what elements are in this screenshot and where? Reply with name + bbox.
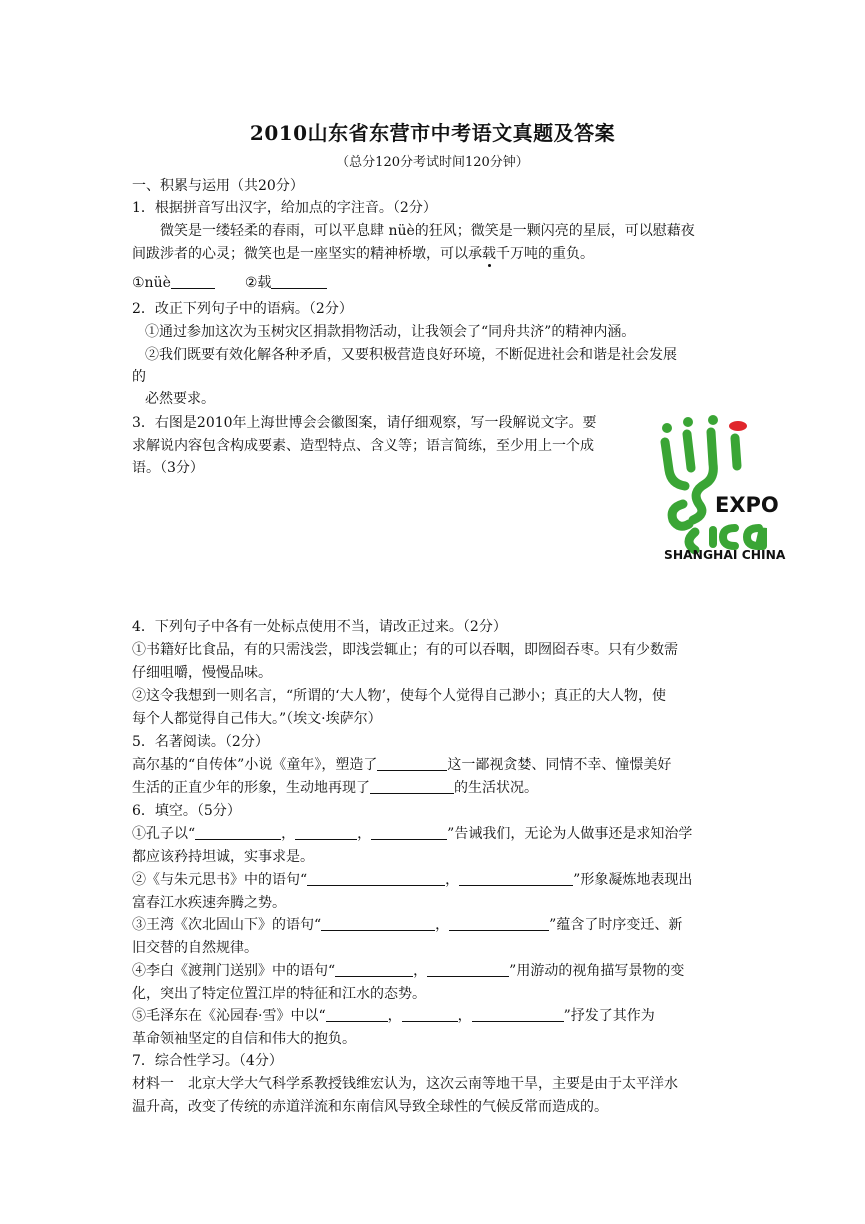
q6-item1-cont: 都应该矜持坦诚，实事求是。 [132, 849, 314, 865]
answer-blank[interactable] [377, 756, 447, 771]
q6-item5-cont: 革命领袖坚定的自信和伟大的抱负。 [132, 1031, 356, 1047]
answer-blank[interactable] [321, 916, 435, 931]
q2-sentence2: ②我们既要有效化解各种矛盾，又要积极营造良好环境，不断促进社会和谐是社会发展 [145, 347, 677, 363]
answer-blank[interactable] [370, 779, 454, 794]
q6-stem: 6．填空。（5分） [132, 803, 241, 819]
q7-stem: 7．综合性学习。（4分） [132, 1053, 283, 1069]
q7-material1-line2: 温升高，改变了传统的赤道洋流和东南信风导致全球性的气候反常而造成的。 [132, 1099, 608, 1115]
answer-blank[interactable] [307, 871, 445, 886]
answer-blank[interactable] [271, 274, 327, 289]
q3-line3: 语。（3分） [132, 460, 204, 476]
q4-item2-line1: ②这令我想到一则名言，“所谓的‘大人物’，使每个人觉得自己渺小；真正的大人物，使 [132, 688, 667, 704]
q5-line1: 高尔基的“自传体”小说《童年》，塑造了 这一鄙视贪婪、同情不幸、憧憬美好 [132, 757, 672, 773]
dotted-char: 载 [482, 246, 496, 262]
q1-passage-line2: 间跋涉者的心灵；微笑也是一座坚实的精神桥墩，可以承载千万吨的重负。 [132, 246, 594, 262]
logo-location-text: SHANGHAI CHINA [664, 548, 786, 562]
answer-blank[interactable] [427, 962, 509, 977]
answer-blank[interactable] [459, 871, 573, 886]
q2-sentence1: ①通过参加这次为玉树灾区捐款捐物活动，让我领会了“同舟共济”的精神内涵。 [145, 324, 636, 340]
answer-blank[interactable] [472, 1007, 564, 1022]
expo-2010-logo [655, 412, 790, 562]
answer-blank[interactable] [295, 825, 357, 840]
q2-stem: 2．改正下列句子中的语病。（2分） [132, 301, 353, 317]
q1-stem: 1．根据拼音写出汉字，给加点的字注音。（2分） [132, 200, 437, 216]
q4-stem: 4．下列句子中各有一处标点使用不当，请改正过来。（2分） [132, 619, 507, 635]
q2-sentence2-wrap: 的 [132, 369, 146, 385]
q6-item3: ③王湾《次北固山下》的语句“ ， ”蕴含了时序变迁、新 [132, 917, 683, 933]
q6-item2-cont: 富春江水疾速奔腾之势。 [132, 895, 286, 911]
q2-sentence2-end: 必然要求。 [145, 391, 215, 407]
q6-item3-cont: 旧交替的自然规律。 [132, 940, 258, 956]
answer-blank[interactable] [402, 1007, 458, 1022]
q6-item4: ④李白《渡荆门送别》中的语句“ ， ”用游动的视角描写景物的变 [132, 963, 685, 979]
q1-answers: ①nüè ②载 [132, 272, 327, 294]
q4-item1-line1: ①书籍好比食品，有的只需浅尝，即浅尝辄止；有的可以吞咽，即囫囵吞枣。只有少数需 [132, 642, 678, 658]
q6-item2: ②《与朱元思书》中的语句“ ， ”形象凝炼地表现出 [132, 872, 693, 888]
q7-material1-line1: 材料一 北京大学大气科学系教授钱维宏认为，这次云南等地干旱，主要是由于太平洋水 [132, 1076, 678, 1092]
q4-item2-line2: 每个人都觉得自己伟大。”（埃文·埃萨尔） [132, 711, 382, 727]
q1-passage-line1: 微笑是一缕轻柔的春雨，可以平息肆 nüè的狂风；微笑是一颗闪亮的星辰，可以慰藉夜 [160, 223, 695, 239]
page-title: 2010山东省东营市中考语文真题及答案 [249, 121, 616, 145]
answer-blank[interactable] [335, 962, 413, 977]
q6-item1: ①孔子以“ ， ， ”告诫我们，无论为人做事还是求知治学 [132, 826, 693, 842]
answer-blank[interactable] [449, 916, 549, 931]
logo-expo-text: EXPO [715, 493, 779, 517]
answer-blank[interactable] [171, 274, 215, 289]
q3-line1: 3．右图是2010年上海世博会会徽图案，请仔细观察，写一段解说文字。要 [132, 415, 597, 431]
answer-blank[interactable] [371, 825, 447, 840]
section-heading: 一、积累与运用（共20分） [132, 178, 304, 194]
exam-subtitle: （总分120分考试时间120分钟） [336, 155, 529, 170]
q6-item5: ⑤毛泽东在《沁园春·雪》中以“ ， ， ”抒发了其作为 [132, 1008, 655, 1024]
q5-stem: 5．名著阅读。（2分） [132, 734, 269, 750]
answer-blank[interactable] [195, 825, 281, 840]
q4-item1-line2: 仔细咀嚼，慢慢品味。 [132, 665, 272, 681]
q5-line2: 生活的正直少年的形象，生动地再现了 的生活状况。 [132, 780, 538, 796]
q6-item4-cont: 化，突出了特定位置江岸的特征和江水的态势。 [132, 986, 426, 1002]
q3-line2: 求解说内容包含构成要素、造型特点、含义等；语言简练，至少用上一个成 [132, 438, 594, 454]
answer-blank[interactable] [326, 1007, 388, 1022]
